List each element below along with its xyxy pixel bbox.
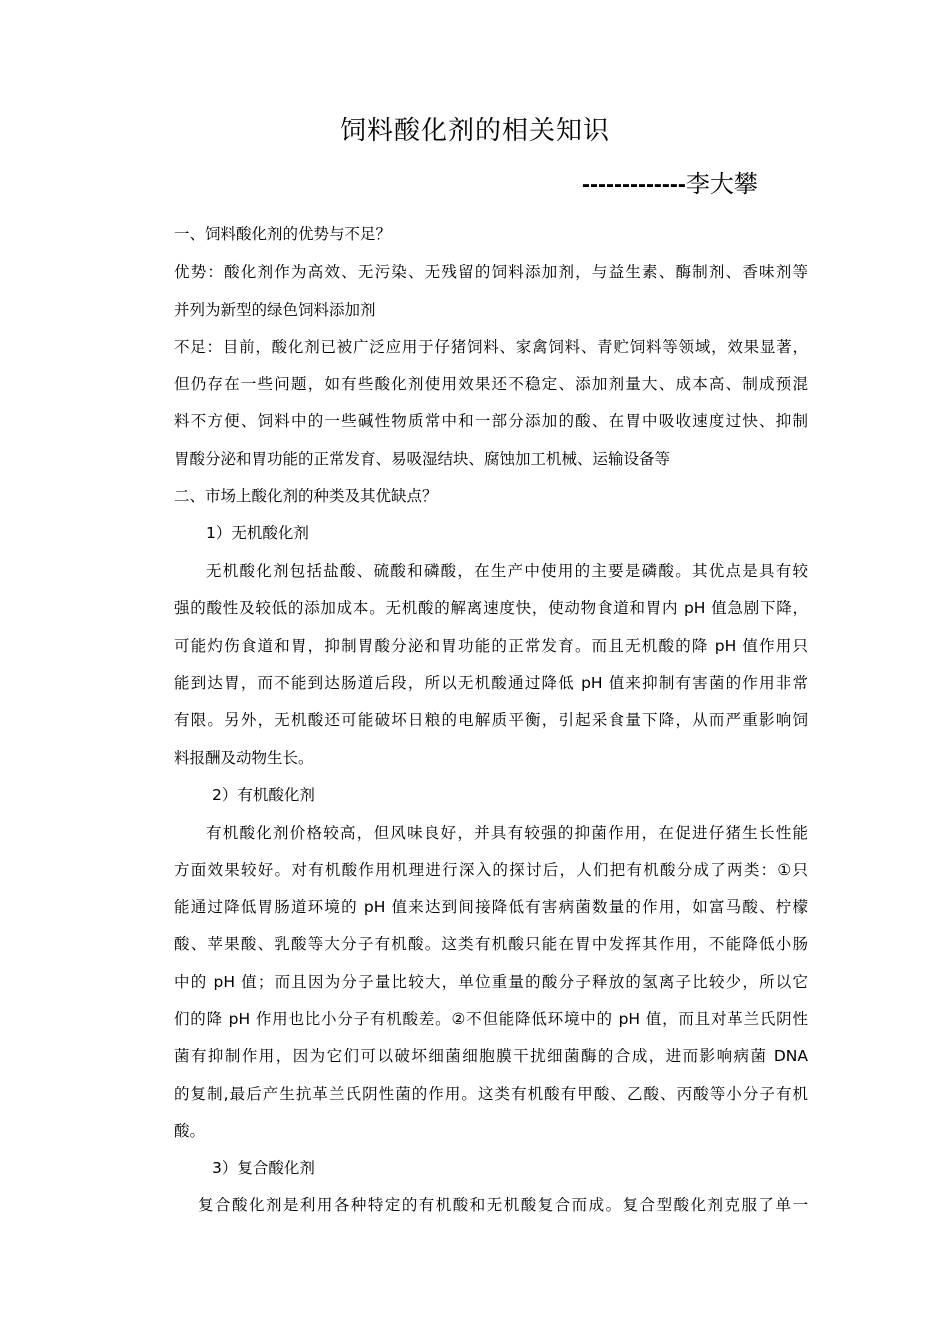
- paragraph-line: 能通过降低胃肠道环境的 pH 值来达到间接降低有害病菌数量的作用，如富马酸、柠檬: [174, 898, 808, 916]
- document-title: 饲料酸化剂的相关知识: [339, 116, 610, 146]
- section-heading-1: 一、饲料酸化剂的优势与不足？: [174, 225, 392, 243]
- paragraph-line: 可能灼伤食道和胃，抑制胃酸分泌和胃功能的正常发育。而且无机酸的降 pH 值作用只: [174, 637, 808, 655]
- paragraph-line: 但仍存在一些问题，如有些酸化剂使用效果还不稳定、添加剂量大、成本高、制成预混: [174, 375, 808, 393]
- author-name: 李大攀: [685, 170, 758, 198]
- paragraph-line: 有限。另外，无机酸还可能破坏日粮的电解质平衡，引起采食量下降，从而严重影响饲: [174, 711, 808, 729]
- author-dashes: -------------: [582, 171, 686, 198]
- subsection-heading-organic: 2）有机酸化剂: [212, 786, 315, 804]
- paragraph-line: 胃酸分泌和胃功能的正常发育、易吸湿结块、腐蚀加工机械、运输设备等: [174, 450, 671, 468]
- paragraph-line: 能到达胃，而不能到达肠道后段，所以无机酸通过降低 pH 值来抑制有害菌的作用非常: [174, 674, 808, 692]
- paragraph-line: 们的降 pH 作用也比小分子有机酸差。②不但能降低环境中的 pH 值，而且对革兰氏阴性: [174, 1010, 808, 1028]
- paragraph-line: 料报酬及动物生长。: [174, 749, 314, 767]
- paragraph-line: 无机酸化剂包括盐酸、硫酸和磷酸，在生产中使用的主要是磷酸。其优点是具有较: [206, 562, 808, 580]
- paragraph-line: 料不方便、饲料中的一些碱性物质常中和一部分添加的酸、在胃中吸收速度过快、抑制: [174, 412, 808, 430]
- paragraph-line: 优势：酸化剂作为高效、无污染、无残留的饲料添加剂，与益生素、酶制剂、香味剂等: [174, 263, 808, 281]
- paragraph-line: 有机酸化剂价格较高，但风味良好，并具有较强的抑菌作用，在促进仔猪生长性能: [206, 824, 808, 842]
- paragraph-line: 方面效果较好。对有机酸作用机理进行深入的探讨后，人们把有机酸分成了两类：①只: [174, 861, 808, 879]
- paragraph-line: 中的 pH 值；而且因为分子量比较大，单位重量的酸分子释放的氢离子比较少，所以它: [174, 973, 808, 991]
- paragraph-line: 酸、苹果酸、乳酸等大分子有机酸。这类有机酸只能在胃中发挥其作用，不能降低小肠: [174, 935, 808, 953]
- paragraph-line: 并列为新型的绿色饲料添加剂: [174, 301, 376, 319]
- section-heading-2: 二、市场上酸化剂的种类及其优缺点？: [174, 487, 438, 505]
- paragraph-line: 酸。: [174, 1122, 206, 1140]
- paragraph-line: 的复制,最后产生抗革兰氏阴性菌的作用。这类有机酸有甲酸、乙酸、丙酸等小分子有机: [174, 1085, 808, 1103]
- subsection-heading-compound: 3）复合酸化剂: [212, 1159, 315, 1177]
- paragraph-line: 强的酸性及较低的添加成本。无机酸的解离速度快，使动物食道和胃内 pH 值急剧下降，: [174, 599, 808, 617]
- paragraph-line: 不足：目前，酸化剂已被广泛应用于仔猪饲料、家禽饲料、青贮饲料等领域，效果显著，: [174, 338, 808, 356]
- paragraph-line: 复合酸化剂是利用各种特定的有机酸和无机酸复合而成。复合型酸化剂克服了单一: [198, 1196, 808, 1214]
- subsection-heading-inorganic: 1）无机酸化剂: [206, 524, 309, 542]
- author-line: [582, 168, 758, 201]
- paragraph-line: 菌有抑制作用，因为它们可以破坏细菌细胞膜干扰细菌酶的合成，进而影响病菌 DNA: [174, 1047, 808, 1065]
